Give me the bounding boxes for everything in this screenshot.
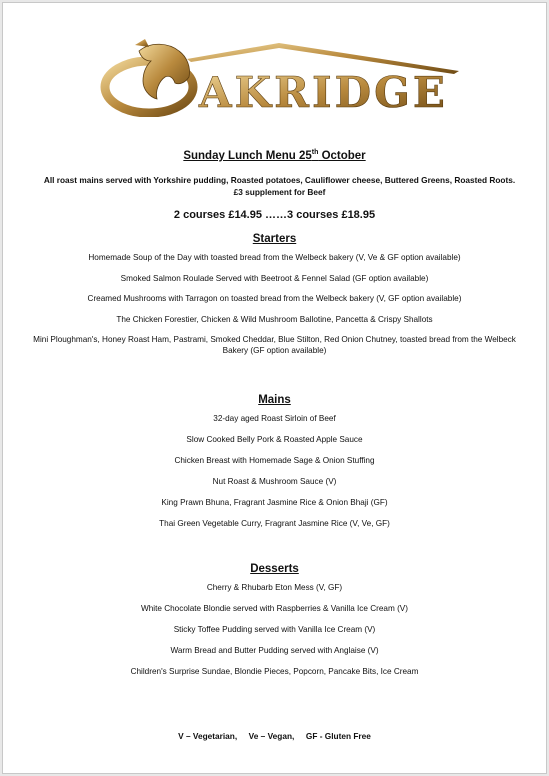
menu-title [3, 149, 546, 162]
menu-item: Nut Roast & Mushroom Sauce (V) [212, 477, 337, 486]
menu-item: 32-day aged Roast Sirloin of Beef [213, 414, 336, 423]
mains-heading: Mains [258, 394, 291, 406]
course-prices: 2 courses £14.95 ……3 courses £18.95 [173, 209, 376, 221]
desserts-list [23, 582, 526, 677]
logo-brand-text: AKRIDGE [199, 68, 448, 117]
menu-item: Children's Surprise Sundae, Blondie Pieces, Popcorn, Pancake Bits, Ice Cream [130, 667, 419, 676]
desserts-section [23, 563, 526, 687]
menu-page [2, 2, 547, 774]
starters-heading: Starters [252, 233, 297, 245]
menu-item: Cherry & Rhubarb Eton Mess (V, GF) [206, 583, 343, 592]
menu-item: Chicken Breast with Homemade Sage & Onion Stuffing [174, 456, 375, 465]
menu-item: Smoked Salmon Roulade Served with Beetroot & Fennel Salad (GF option available) [120, 273, 429, 283]
starters-section [23, 233, 526, 366]
mains-list [23, 413, 526, 529]
dietary-legend: V – Vegetarian, Ve – Vegan, GF - Gluten Free [178, 731, 371, 741]
menu-item: Warm Bread and Butter Pudding served with Anglaise (V) [170, 646, 379, 655]
menu-item: Mini Ploughman's, Honey Roast Ham, Pastrami, Smoked Cheddar, Blue Stilton, Red Onion Chutney, toasted bread from the Welbeck Bakery (GF option available) [33, 335, 516, 355]
title-ordinal: th [311, 149, 319, 156]
title-prefix: Sunday Lunch Menu 25 [183, 149, 312, 162]
menu-item: Slow Cooked Belly Pork & Roasted Apple Sauce [186, 435, 363, 444]
menu-item: King Prawn Bhuna, Fragrant Jasmine Rice & Onion Bhaji (GF) [161, 498, 388, 507]
roast-intro: All roast mains served with Yorkshire pudding, Roasted potatoes, Cauliflower cheese, Buttered Greens, Roasted Roots. £3 supplement for Beef [43, 175, 516, 197]
menu-item: White Chocolate Blondie served with Raspberries & Vanilla Ice Cream (V) [141, 604, 408, 613]
starters-list [23, 252, 526, 356]
menu-item: Creamed Mushrooms with Tarragon on toasted bread from the Welbeck bakery (V, GF option available) [87, 294, 462, 303]
desserts-heading: Desserts [250, 563, 299, 575]
oakridge-logo [99, 37, 469, 117]
menu-item: Thai Green Vegetable Curry, Fragrant Jasmine Rice (V, Ve, GF) [159, 519, 390, 528]
horse-logo-icon [99, 37, 469, 117]
mains-section [23, 394, 526, 539]
menu-item: The Chicken Forestier, Chicken & Wild Mushroom Ballotine, Pancetta & Crispy Shallots [116, 314, 433, 324]
menu-item: Homemade Soup of the Day with toasted bread from the Welbeck bakery (V, Ve & GF option available) [88, 253, 461, 262]
menu-item: Sticky Toffee Pudding served with Vanilla Ice Cream (V) [173, 625, 376, 634]
title-suffix: October [318, 149, 366, 162]
